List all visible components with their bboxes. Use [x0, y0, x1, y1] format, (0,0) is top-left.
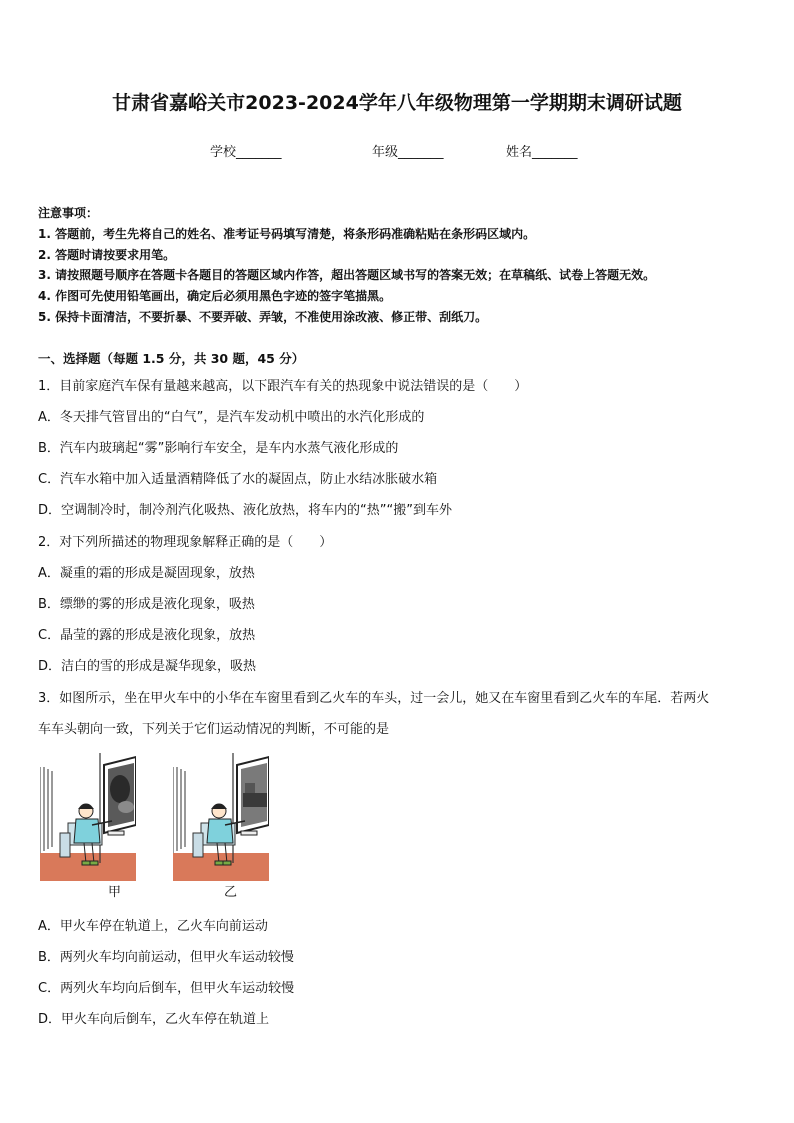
school-field[interactable]: [210, 141, 282, 160]
notice-item: 3. 请按照题号顺序在答题卡各题目的答题区域内作答，超出答题区域书写的答案无效；在草稿纸、试卷上答题无效。: [38, 268, 656, 282]
train-window-figure-jia: [40, 753, 136, 881]
question-2-option-b[interactable]: B．缥缈的雾的形成是液化现象，吸热: [38, 597, 255, 612]
notice-item: 4. 作图可先使用铅笔画出，确定后必须用黑色字迹的签字笔描黑。: [38, 289, 392, 303]
grade-field[interactable]: [372, 141, 444, 160]
question-3-option-c[interactable]: C．两列火车均向后倒车，但甲火车运动较慢: [38, 981, 295, 996]
question-3-stem-line2: 车车头朝向一致，下列关于它们运动情况的判断，不可能的是: [38, 722, 390, 737]
name-field[interactable]: [506, 141, 578, 160]
question-1-option-a[interactable]: A．冬天排气管冒出的“白气”，是汽车发动机中喷出的水汽化形成的: [38, 410, 425, 425]
notice-item: 5. 保持卡面清洁，不要折暴、不要弄破、弄皱，不准使用涂改液、修正带、刮纸刀。: [38, 310, 488, 324]
question-2-option-a[interactable]: A．凝重的霜的形成是凝固现象，放热: [38, 566, 255, 581]
figure-caption-jia: 甲: [108, 885, 122, 900]
question-3-option-b[interactable]: B．两列火车均向前运动，但甲火车运动较慢: [38, 950, 294, 965]
question-2-option-c[interactable]: C．晶莹的露的形成是液化现象，放热: [38, 628, 256, 643]
question-3-stem-line1: 3．如图所示，坐在甲火车中的小华在车窗里看到乙火车的车头，过一会儿，她又在车窗里看到乙火车的车尾．若两火: [38, 691, 710, 706]
question-3-option-a[interactable]: A．甲火车停在轨道上，乙火车向前运动: [38, 919, 268, 934]
question-1-option-b[interactable]: B．汽车内玻璃起“雾”影响行车安全，是车内水蒸气液化形成的: [38, 441, 399, 456]
school-label: 学校: [210, 145, 237, 160]
grade-label: 年级: [372, 145, 399, 160]
name-blank: _______: [532, 145, 578, 160]
question-3-option-d[interactable]: D．甲火车向后倒车，乙火车停在轨道上: [38, 1012, 270, 1027]
train-window-figure-yi: [173, 753, 269, 881]
notice-heading: 注意事项：: [38, 206, 99, 220]
section-title: 一、选择题（每题 1.5 分，共 30 题，45 分）: [38, 351, 305, 366]
question-1-option-d[interactable]: D．空调制冷时，制冷剂汽化吸热、液化放热，将车内的“热”“搬”到车外: [38, 503, 452, 518]
question-1-option-c[interactable]: C．汽车水箱中加入适量酒精降低了水的凝固点，防止水结冰胀破水箱: [38, 472, 438, 487]
notice-item: 1. 答题前，考生先将自己的姓名、准考证号码填写清楚，将条形码准确粘贴在条形码区域内。: [38, 227, 536, 241]
grade-blank: _______: [398, 145, 444, 160]
question-2-stem: 2．对下列所描述的物理现象解释正确的是（ ）: [38, 535, 333, 550]
question-2-option-d[interactable]: D．洁白的雪的形成是凝华现象，吸热: [38, 659, 257, 674]
page-title: 甘肃省嘉峪关市2023-2024学年八年级物理第一学期期末调研试题: [112, 92, 682, 114]
school-blank: _______: [236, 145, 282, 160]
notice-item: 2. 答题时请按要求用笔。: [38, 248, 176, 262]
question-1-stem: 1．目前家庭汽车保有量越来越高，以下跟汽车有关的热现象中说法错误的是（ ）: [38, 379, 528, 394]
figure-caption-yi: 乙: [224, 885, 238, 900]
name-label: 姓名: [506, 145, 533, 160]
